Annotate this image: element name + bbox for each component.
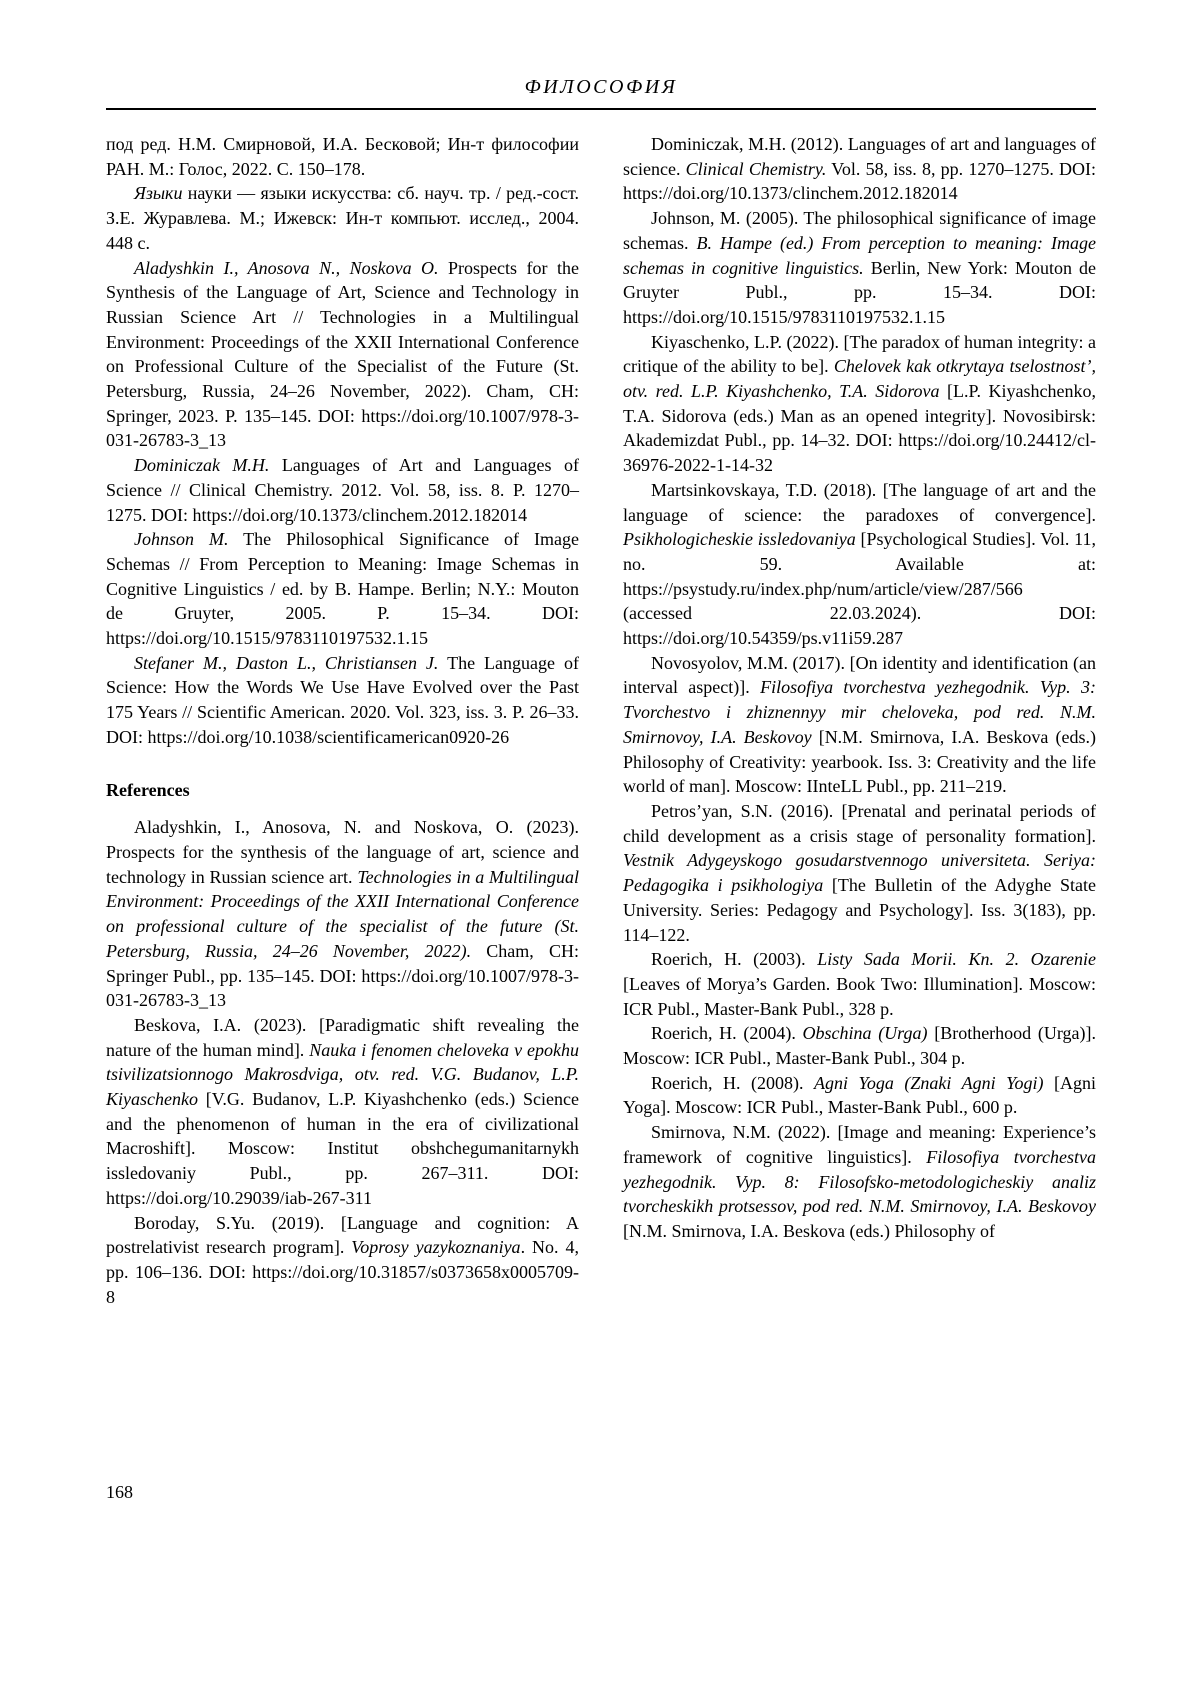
text-run: References [106,779,190,800]
italic-text-run: Clinical Chemistry. [685,158,827,179]
reference-entry [106,527,579,651]
italic-text-run: Nauka i fenomen cheloveka v epokhu tsivilizatsionnogo Makrosdviga, otv. red. V.G. Budanov, L.P. Kiyaschenko [106,1039,579,1110]
italic-text-run: Filosofiya tvorchestva yezhegodnik. Vyp. 8: Filosofsko-metodologicheskiy analiz tvorcheskikh protsessov, pod red. N.M. Smirnovoy, I.A. Beskovoy [623,1146,1096,1217]
running-head [106,76,1096,110]
reference-entry [623,330,1096,478]
italic-text-run: Filosofiya tvorchestva yezhegodnik. Vyp. 3: Tvorchestvo i zhiznennyy mir cheloveka, pod red. N.M. Smirnovoy, I.A. Beskovoy [623,677,1096,747]
text-run: Cham, CH: Springer Publ., pp. 135–145. DOI: https://doi.org/10.1007/978-3-031-26783-3_13 [106,940,579,1011]
italic-text-run: Stefaner M., Daston L., Christiansen J. [134,652,439,673]
left-column [106,132,579,1309]
text-run: Roerich, H. (2004). [651,1023,803,1044]
text-run: Novosyolov, M.M. (2017). [On identity and identification (an interval aspect)]. [623,652,1096,698]
reference-entry [623,206,1096,330]
reference-entry [106,815,579,1013]
reference-entry [623,799,1096,947]
text-run: Johnson, M. (2005). The philosophical significance of image schemas. [623,208,1096,253]
reference-entry [106,256,579,454]
text-run: науки — языки искусства: сб. науч. тр. / ред.-сост. З.Е. Журавлева. М.; Ижевск: Ин-т компьют. исслед., 2004. 448 с. [106,183,579,253]
reference-entry [623,1120,1096,1244]
text-run: [Leaves of Morya’s Garden. Book Two: Illumination]. Moscow: ICR Publ., Master-Bank Publ., 328 p. [623,973,1096,1019]
reference-entry [623,132,1096,206]
reference-entry [106,181,579,255]
reference-entry [623,1071,1096,1120]
reference-entry [106,651,579,750]
text-run: [L.P. Kiyashchenko, T.A. Sidorova (eds.) Man as an opened integrity]. Novosibirsk: Akademizdat Publ., pp. 14–32. DOI: https://doi.org/10.24412/cl-36976-2022-1-14-32 [623,381,1096,476]
italic-text-run: B. Hampe (ed.) From perception to meaning: Image schemas in cognitive linguistics. [623,232,1096,278]
italic-text-run: Johnson M. [134,529,229,550]
text-run: Petros’yan, S.N. (2016). [Prenatal and perinatal periods of child development as a crisis stage of personality formation]. [623,800,1096,846]
text-run: Boroday, S.Yu. (2019). [Language and cognition: A postrelativist research program]. [106,1212,579,1258]
text-run: [N.M. Smirnova, I.A. Beskova (eds.) Philosophy of [623,1220,995,1241]
reference-entry [106,1211,579,1310]
reference-entry [106,453,579,527]
reference-entry [623,947,1096,1021]
italic-text-run: Voprosy yazykoznaniya [351,1237,521,1258]
text-run: [Psychological Studies]. Vol. 11, no. 59. Available at: https://psystudy.ru/index.php/num/article/view/287/566 (accessed 22.03.2024). DOI: https://doi.org/10.54359/ps.v11i59.287 [623,529,1096,649]
text-run: Roerich, H. (2008). [651,1072,815,1093]
italic-text-run: Listy Sada Morii. Kn. 2. Ozarenie [817,949,1096,970]
italic-text-run: Obschina (Urga) [802,1023,928,1044]
text-run: Beskova, I.A. (2023). [Paradigmatic shift revealing the nature of the human mind]. [106,1014,579,1060]
reference-entry [106,1013,579,1211]
right-column [623,132,1096,1309]
italic-text-run: Agni Yoga (Znaki Agni Yogi) [814,1072,1044,1093]
text-run: . No. 4, pp. 106–136. DOI: https://doi.org/10.31857/s0373658x0005709-8 [106,1237,579,1307]
italic-text-run: Dominiczak M.H. [134,455,270,476]
text-run: Martsinkovskaya, T.D. (2018). [The language of art and the language of science: the paradoxes of convergence]. [623,479,1096,525]
italic-text-run: Chelovek kak otkrytaya tselostnost’, otv. red. L.P. Kiyashchenko, T.A. Sidorova [623,356,1097,402]
section-title: ФИЛОСОФИЯ [524,76,678,98]
text-run: [Agni Yoga]. Moscow: ICR Publ., Master-Bank Publ., 600 p. [623,1072,1096,1118]
text-run: The Language of Science: How the Words We Use Have Evolved over the Past 175 Years // Scientific American. 2020. Vol. 323, iss. 3. P. 26–33. DOI: https://doi.org/10.1038/scientificamerican0920-26 [106,652,579,747]
text-run: Prospects for the Synthesis of the Language of Art, Science and Technology in Russian Science Art // Technologies in a Multilingual Environment: Proceedings of the XXII International Conference on Professional Culture of the Specialist of the Future (St. Petersburg, Russia, 24–26 November, 2022). Cham, CH: Springer, 2023. P. 135–145. DOI: https://doi.org/10.1007/978-3-031-26783-3_13 [106,257,579,451]
italic-text-run: Psikhologicheskie issledovaniya [623,529,856,550]
italic-text-run: Aladyshkin I., Anosova N., Noskova O. [134,257,439,278]
text-run: Smirnova, N.M. (2022). [Image and meaning: Experience’s framework of cognitive linguistics]. [623,1122,1096,1167]
reference-entry [623,1021,1096,1070]
page-number: 168 [106,1482,133,1502]
text-run: Languages of Art and Languages of Science // Clinical Chemistry. 2012. Vol. 58, iss. 8. P. 1270–1275. DOI: https://doi.org/10.1373/clinchem.2012.182014 [106,455,579,525]
text-run: Berlin, New York: Mouton de Gruyter Publ., pp. 15–34. DOI: https://doi.org/10.1515/9783110197532.1.15 [623,257,1097,327]
text-run: Kiyaschenko, L.P. (2022). [The paradox of human integrity: a critique of the ability to be]. [623,331,1096,377]
text-run: под ред. Н.М. Смирновой, И.А. Бесковой; Ин-т философии РАН. М.: Голос, 2022. С. 150–178. [106,134,579,179]
text-run: [The Bulletin of the Adyghe State University. Series: Pedagogy and Psychology]. Iss. 3(183), pp. 114–122. [623,875,1096,945]
references-heading [106,778,579,803]
text-run: [N.M. Smirnova, I.A. Beskova (eds.) Philosophy of Creativity: yearbook. Iss. 3: Creativity and the life world of man]. Moscow: IInteLL Publ., pp. 211–219. [623,726,1096,797]
reference-entry [106,132,579,181]
italic-text-run: Языки [134,183,183,204]
italic-text-run: Technologies in a Multilingual Environment: Proceedings of the XXII International Conference on professional culture of the specialist of the future (St. Petersburg, Russia, 24–26 November, 2022). [106,866,579,961]
italic-text-run: Vestnik Adygeyskogo gosudarstvennogo universiteta. Seriya: Pedagogika i psikhologiya [623,850,1096,896]
text-run: Aladyshkin, I., Anosova, N. and Noskova, O. (2023). Prospects for the synthesis of the language of art, science and technology in Russian science art. [106,817,579,887]
text-run: Vol. 58, iss. 8, pp. 1270–1275. DOI: https://doi.org/10.1373/clinchem.2012.182014 [623,158,1096,204]
reference-entry [623,651,1096,799]
text-run: Dominiczak, M.H. (2012). Languages of art and languages of science. [623,134,1096,179]
text-run: [V.G. Budanov, L.P. Kiyashchenko (eds.) Science and the phenomenon of human in the era of civilizational Macroshift]. Moscow: Institut obshchegumanitarnykh issledovaniy Publ., pp. 267–311. DOI: https://doi.org/10.29039/iab-267-311 [106,1089,579,1208]
text-run: Roerich, H. (2003). [651,949,818,970]
text-run: [Brotherhood (Urga)]. Moscow: ICR Publ., Master-Bank Publ., 304 p. [623,1023,1096,1069]
text-run: The Philosophical Significance of Image Schemas // From Perception to Meaning: Image Schemas in Cognitive Linguistics / ed. by B. Hampe. Berlin; N.Y.: Mouton de Gruyter, 2005. P. 15–34. DOI: https://doi.org/10.1515/9783110197532.1.15 [106,529,579,649]
reference-entry [623,478,1096,651]
text-columns [106,132,1096,1309]
